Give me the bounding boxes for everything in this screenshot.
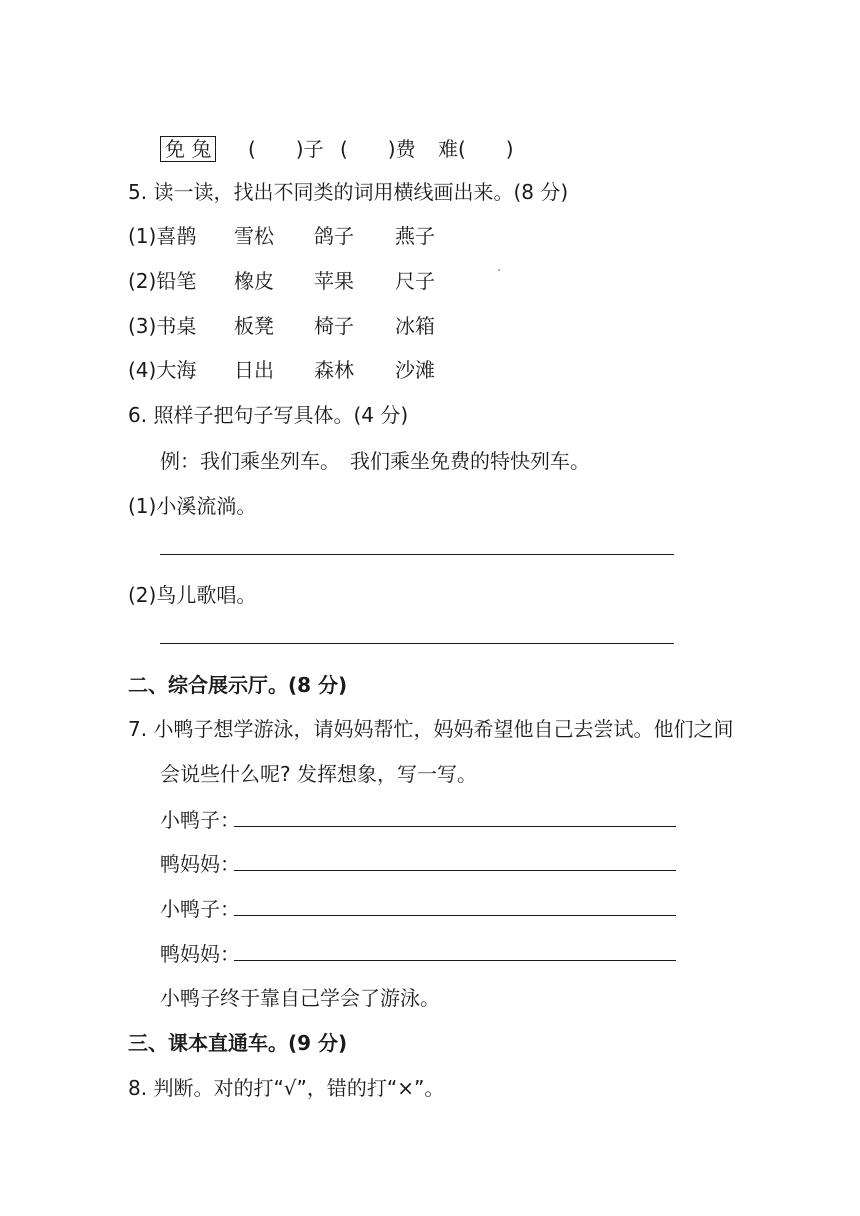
- row-label: (3)书桌: [128, 314, 197, 338]
- word[interactable]: 森林: [314, 358, 354, 382]
- section-2-heading: 二、综合展示厅。(8 分): [128, 673, 348, 697]
- question-6-item-2: (2)鸟儿歌唱。: [128, 583, 257, 607]
- word[interactable]: 橡皮: [234, 269, 274, 293]
- section-3-heading: 三、课本直通车。(9 分): [128, 1031, 348, 1055]
- speaker-duckling: 小鸭子：: [160, 808, 240, 832]
- dialogue-line-2[interactable]: [234, 870, 676, 871]
- question-6-example: 例：我们乘坐列车。 我们乘坐免费的特快列车。: [160, 449, 590, 473]
- word[interactable]: 板凳: [234, 314, 274, 338]
- question-6-item-1: (1)小溪流淌。: [128, 494, 257, 518]
- word[interactable]: 苹果: [314, 269, 354, 293]
- word[interactable]: 雪松: [234, 224, 274, 248]
- word[interactable]: 燕子: [395, 224, 435, 248]
- speaker-mother-duck: 鸭妈妈：: [160, 852, 240, 876]
- dialogue-line-1[interactable]: [234, 826, 676, 827]
- speaker-mother-duck: 鸭妈妈：: [160, 942, 240, 966]
- word[interactable]: 尺子: [395, 269, 435, 293]
- dialogue-line-4[interactable]: [234, 960, 676, 961]
- question-6-title: 6. 照样子把句子写具体。(4 分): [128, 403, 409, 427]
- blank-nan[interactable]: 难( ): [438, 137, 514, 161]
- blank-fei[interactable]: ( )费: [340, 137, 416, 161]
- answer-line-2[interactable]: [160, 643, 674, 644]
- row-label: (4)大海: [128, 358, 197, 382]
- question-7-ending: 小鸭子终于靠自己学会了游泳。: [160, 986, 440, 1010]
- row-label: (2)铅笔: [128, 269, 197, 293]
- question-7-line-1: 7. 小鸭子想学游泳，请妈妈帮忙，妈妈希望他自己去尝试。他们之间: [128, 717, 734, 741]
- question-7-line-2: 会说些什么呢? 发挥想象，写一写。: [160, 762, 477, 786]
- dialogue-line-3[interactable]: [234, 915, 676, 916]
- word[interactable]: 鸽子: [314, 224, 354, 248]
- blank-zi[interactable]: ( )子: [248, 137, 324, 161]
- word[interactable]: 沙滩: [395, 358, 435, 382]
- word[interactable]: 日出: [234, 358, 274, 382]
- word[interactable]: 椅子: [314, 314, 354, 338]
- boxed-characters: 免 兔: [160, 136, 216, 162]
- scan-speck: [498, 269, 500, 271]
- answer-line-1[interactable]: [160, 554, 674, 555]
- question-8-title: 8. 判断。对的打“√”，错的打“×”。: [128, 1076, 445, 1100]
- question-5-title: 5. 读一读，找出不同类的词用横线画出来。(8 分): [128, 180, 569, 204]
- speaker-duckling: 小鸭子：: [160, 897, 240, 921]
- word[interactable]: 冰箱: [395, 314, 435, 338]
- row-label: (1)喜鹊: [128, 224, 197, 248]
